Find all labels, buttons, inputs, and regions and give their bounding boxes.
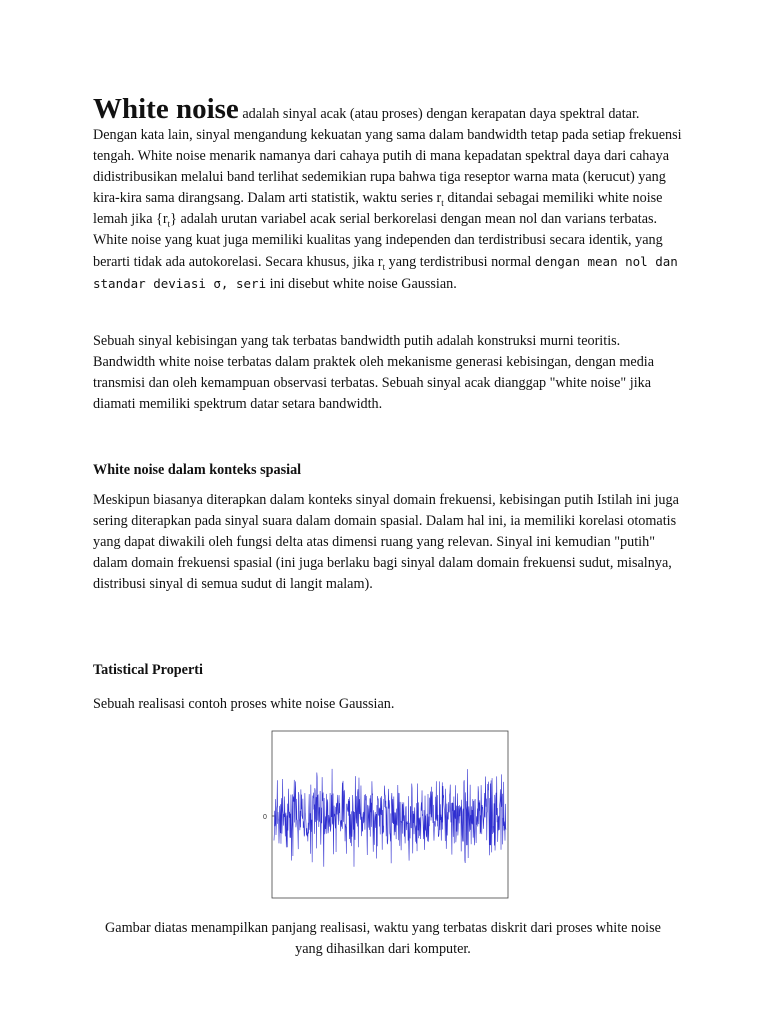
figure-caption: Gambar diatas menampilkan panjang realisasi, waktu yang terbatas diskrit dari proses white noise yang dihasilkan dari komputer. — [105, 920, 661, 957]
intro-text-3: ditandai sebagai memiliki white noise lemah jika {r — [93, 190, 663, 227]
spatial-paragraph: Meskipun biasanya diterapkan dalam konteks sinyal domain frekuensi, kebisingan putih Istilah ini juga sering diterapkan pada sinyal suara dalam domain spasial. Dalam hal ini, ia memiliki korelasi otomatis yang dapat diwakili oleh fungsi delta atas dimensi ruang yang relevan. Sinyal ini kemudian "putih" dalam domain frekuensi spasial (ini juga berlaku bagi sinyal dalam domain frekuensi sudut, misalnya, distribusi sinyal di semua sudut di langit malam). — [93, 492, 679, 592]
section-heading-spatial: White noise dalam konteks spasial — [93, 462, 302, 478]
y-tick-label: 0 — [263, 814, 267, 821]
figure-intro-text: Sebuah realisasi contoh proses white noise Gaussian. — [93, 696, 395, 712]
intro-text-4: } adalah urutan variabel acak serial berkorelasi dengan mean nol dan varians terbatas. White noise yang kuat juga memiliki kualitas yang independen dan terdistribusi secara identik, yang berarti tidak ada autokorelasi. Secara khusus, jika r — [93, 211, 663, 270]
doc-title: White noise — [93, 93, 239, 125]
intro-text-1: adalah sinyal acak (atau proses) dengan kerapatan daya spektral — [242, 106, 605, 122]
bandwidth-paragraph: Sebuah sinyal kebisingan yang tak terbatas bandwidth putih adalah konstruksi murni teoritis. Bandwidth white noise terbatas dalam praktek oleh mekanisme generasi kebisingan, dengan media transmisi dan oleh kemampuan observasi terbatas. Sebuah sinyal acak dianggap "white noise" jika diamati memiliki spektrum datar setara bandwidth. — [93, 333, 655, 412]
intro-text-6: ini disebut white noise Gaussian. — [269, 276, 457, 292]
white-noise-plot — [262, 728, 512, 903]
intro-text-mono: dengan mean nol dan standar deviasi σ, seri — [93, 254, 678, 291]
subscript-t: t — [382, 261, 386, 272]
section-heading-statistical: Tatistical Properti — [93, 662, 203, 678]
intro-text-5: yang terdistribusi normal — [388, 254, 532, 270]
subscript-t: t — [441, 197, 444, 208]
intro-paragraph — [93, 95, 683, 295]
intro-text-2: datar. Dengan kata lain, sinyal mengandung kekuatan yang sama dalam bandwidth tetap pada setiap frekuensi tengah. White noise menarik namanya dari cahaya putih di mana kepadatan spektral daya dari cahaya didistribusikan melalui band terlihat sedemikian rupa bahwa tiga reseptor warna mata (kerucut) yang kira-kira sama dirangsang. Dalam arti statistik, waktu series r — [93, 106, 682, 206]
subscript-t: t — [167, 218, 171, 229]
